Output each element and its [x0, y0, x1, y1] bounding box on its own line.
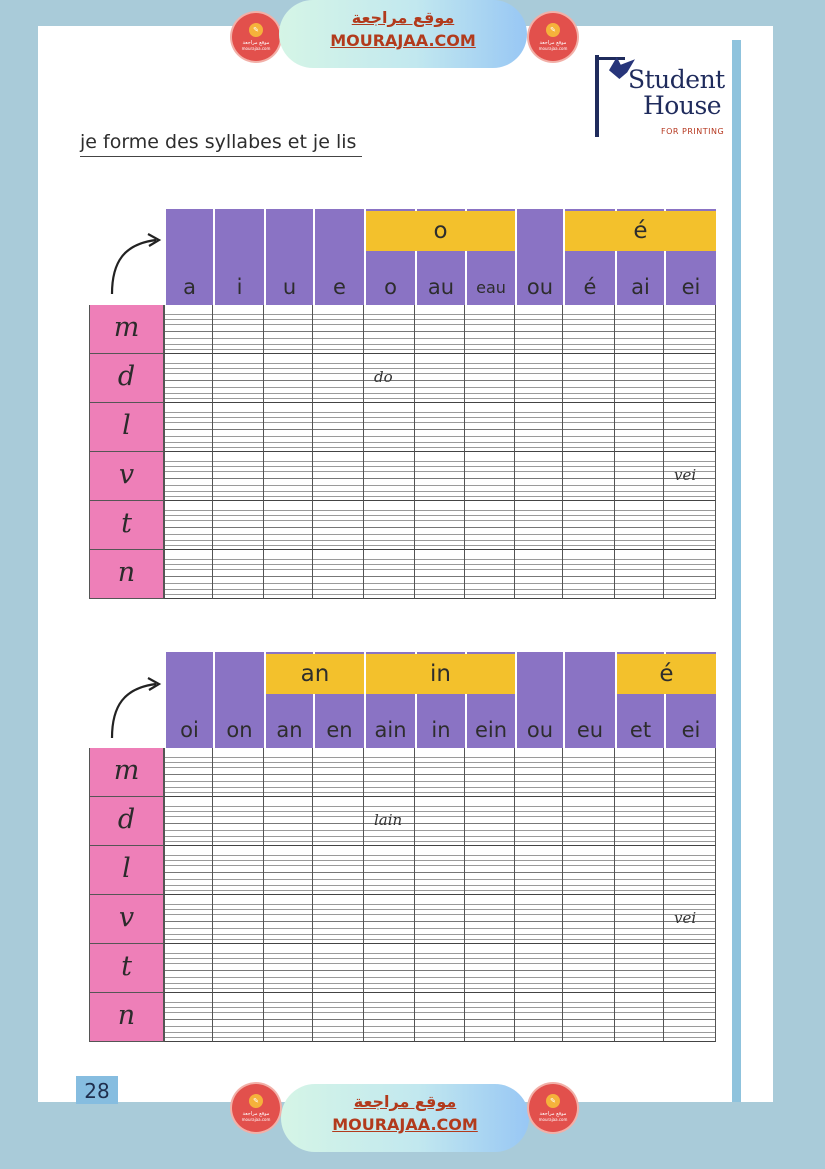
writing-cell[interactable]	[164, 501, 213, 550]
writing-cell[interactable]	[415, 895, 465, 944]
writing-cell[interactable]	[415, 993, 465, 1042]
writing-cell[interactable]	[664, 748, 716, 797]
writing-cell[interactable]	[364, 452, 415, 501]
seal-text: موقع مراجعة	[539, 40, 567, 46]
column-label: ai	[631, 275, 650, 299]
column-label: ein	[474, 718, 508, 742]
row-consonant-label: n	[89, 550, 164, 599]
writing-cell[interactable]	[213, 452, 264, 501]
writing-cell[interactable]	[563, 354, 615, 403]
example-syllable: vei	[674, 466, 697, 484]
column-label: ou	[526, 718, 554, 742]
writing-cell[interactable]	[615, 452, 664, 501]
column-label: ou	[526, 275, 554, 299]
writing-cell[interactable]	[515, 452, 563, 501]
writing-cell[interactable]	[213, 846, 264, 895]
writing-cell[interactable]	[465, 305, 515, 354]
writing-cell[interactable]	[515, 748, 563, 797]
row-consonant-label: v	[89, 452, 164, 501]
column-label: eu	[576, 718, 604, 742]
row-consonant-label: v	[89, 895, 164, 944]
column-header	[515, 209, 563, 305]
column-header	[313, 209, 364, 305]
writing-cell[interactable]	[465, 797, 515, 846]
seal-url: mourajaa.com	[241, 1117, 271, 1122]
writing-cell[interactable]	[364, 550, 415, 599]
writing-cell[interactable]	[415, 944, 465, 993]
column-label: ei	[681, 718, 701, 742]
writing-cell[interactable]	[664, 501, 716, 550]
writing-cell[interactable]	[264, 550, 313, 599]
writing-cell[interactable]	[465, 846, 515, 895]
writing-cell[interactable]	[563, 944, 615, 993]
row-consonant-label: d	[89, 354, 164, 403]
writing-cell[interactable]	[465, 501, 515, 550]
writing-cell[interactable]	[264, 305, 313, 354]
column-header	[563, 652, 615, 748]
writing-cell[interactable]	[364, 797, 415, 846]
seal-icon: ✎	[249, 23, 263, 37]
writing-cell[interactable]	[213, 354, 264, 403]
writing-cell[interactable]	[364, 846, 415, 895]
writing-cell[interactable]	[515, 550, 563, 599]
row-consonant-label: n	[89, 993, 164, 1042]
writing-cell[interactable]	[415, 501, 465, 550]
logo-word-house: House	[643, 91, 722, 120]
exercise-title: je forme des syllabes et je lis	[80, 131, 362, 157]
sound-group-header: é	[563, 211, 716, 251]
writing-cell[interactable]	[664, 944, 716, 993]
writing-cell[interactable]	[563, 550, 615, 599]
writing-cell[interactable]	[515, 403, 563, 452]
writing-cell[interactable]	[264, 501, 313, 550]
writing-cell[interactable]	[264, 403, 313, 452]
seal-text: موقع مراجعة	[242, 40, 270, 46]
writing-cell[interactable]	[313, 944, 364, 993]
column-label: eau	[476, 278, 506, 297]
banner-site-link[interactable]: MOURAJAA.COM	[330, 31, 476, 50]
writing-cell[interactable]	[415, 550, 465, 599]
writing-cell[interactable]	[313, 748, 364, 797]
writing-cell[interactable]	[465, 452, 515, 501]
writing-cell[interactable]	[364, 305, 415, 354]
writing-cell[interactable]	[313, 797, 364, 846]
writing-cell[interactable]	[563, 993, 615, 1042]
row-consonant-label: m	[89, 305, 164, 354]
column-header	[164, 652, 213, 748]
writing-cell[interactable]	[164, 944, 213, 993]
seal-icon: ✎	[546, 23, 560, 37]
row-consonant-label: d	[89, 797, 164, 846]
writing-cell[interactable]	[415, 797, 465, 846]
writing-cell[interactable]	[415, 846, 465, 895]
row-consonant-label: m	[89, 748, 164, 797]
writing-cell[interactable]	[465, 403, 515, 452]
writing-cell[interactable]	[313, 550, 364, 599]
column-label: et	[629, 718, 652, 742]
writing-cell[interactable]	[615, 797, 664, 846]
writing-cell[interactable]	[515, 944, 563, 993]
writing-cell[interactable]	[213, 895, 264, 944]
sound-group-header: an	[264, 654, 364, 694]
writing-cell[interactable]	[664, 403, 716, 452]
writing-cell[interactable]	[264, 944, 313, 993]
writing-cell[interactable]	[515, 797, 563, 846]
writing-cell[interactable]	[313, 452, 364, 501]
writing-cell[interactable]	[563, 501, 615, 550]
column-label: a	[183, 275, 196, 299]
writing-cell[interactable]	[415, 452, 465, 501]
column-label: o	[384, 275, 397, 299]
writing-cell[interactable]	[264, 748, 313, 797]
writing-cell[interactable]	[213, 550, 264, 599]
writing-cell[interactable]	[415, 748, 465, 797]
writing-cell[interactable]	[415, 305, 465, 354]
page-edge-bar	[732, 40, 741, 1102]
writing-cell[interactable]	[213, 797, 264, 846]
writing-cell[interactable]	[664, 895, 716, 944]
writing-cell[interactable]	[615, 944, 664, 993]
writing-cell[interactable]	[364, 993, 415, 1042]
curved-arrow-icon	[104, 232, 164, 296]
writing-cell[interactable]	[164, 403, 213, 452]
writing-cell[interactable]	[465, 993, 515, 1042]
writing-cell[interactable]	[664, 846, 716, 895]
writing-cell[interactable]	[615, 403, 664, 452]
writing-cell[interactable]	[615, 305, 664, 354]
seal-text: موقع مراجعة	[242, 1111, 270, 1117]
site-seal-right-bottom	[529, 1084, 577, 1132]
writing-cell[interactable]	[415, 354, 465, 403]
seal-icon: ✎	[546, 1094, 560, 1108]
writing-cell[interactable]	[264, 846, 313, 895]
writing-cell[interactable]	[213, 748, 264, 797]
banner-site-link[interactable]: MOURAJAA.COM	[332, 1115, 478, 1134]
writing-cell[interactable]	[164, 354, 213, 403]
writing-cell[interactable]	[164, 895, 213, 944]
banner-arabic-text[interactable]: موقع مراجعة	[353, 1092, 457, 1111]
writing-cell[interactable]	[515, 501, 563, 550]
seal-url: mourajaa.com	[241, 46, 271, 51]
writing-cell[interactable]	[164, 305, 213, 354]
writing-cell[interactable]	[415, 403, 465, 452]
writing-cell[interactable]	[563, 748, 615, 797]
site-seal-right-top	[529, 13, 577, 61]
column-header	[164, 209, 213, 305]
column-label: on	[226, 718, 253, 742]
column-label: in	[431, 718, 451, 742]
seal-url: mourajaa.com	[538, 46, 568, 51]
writing-cell[interactable]	[664, 452, 716, 501]
site-banner-top[interactable]	[279, 0, 527, 68]
site-banner-bottom[interactable]	[281, 1084, 529, 1152]
writing-cell[interactable]	[664, 354, 716, 403]
writing-cell[interactable]	[164, 748, 213, 797]
site-seal-left-top	[232, 13, 280, 61]
writing-cell[interactable]	[615, 895, 664, 944]
row-consonant-label: l	[89, 403, 164, 452]
writing-cell[interactable]	[615, 501, 664, 550]
writing-cell[interactable]	[615, 550, 664, 599]
curved-arrow-icon	[104, 676, 164, 740]
writing-cell[interactable]	[364, 748, 415, 797]
student-house-logo	[595, 55, 730, 140]
writing-cell[interactable]	[213, 305, 264, 354]
writing-cell[interactable]	[213, 993, 264, 1042]
writing-cell[interactable]	[615, 993, 664, 1042]
syllable-table-2	[89, 652, 716, 1044]
site-seal-left-bottom	[232, 1084, 280, 1132]
sound-group-header: é	[615, 654, 716, 694]
writing-cell[interactable]	[213, 501, 264, 550]
writing-cell[interactable]	[615, 748, 664, 797]
writing-cell[interactable]	[664, 797, 716, 846]
writing-cell[interactable]	[615, 354, 664, 403]
logo-frame	[595, 55, 599, 137]
writing-cell[interactable]	[264, 452, 313, 501]
syllable-table-1	[89, 209, 716, 601]
writing-cell[interactable]	[465, 550, 515, 599]
writing-cell[interactable]	[264, 354, 313, 403]
writing-cell[interactable]	[563, 403, 615, 452]
writing-cell[interactable]	[664, 550, 716, 599]
writing-cell[interactable]	[264, 993, 313, 1042]
writing-cell[interactable]	[364, 944, 415, 993]
column-label: an	[276, 718, 303, 742]
column-header	[264, 209, 313, 305]
seal-url: mourajaa.com	[538, 1117, 568, 1122]
example-syllable: vei	[674, 909, 697, 927]
writing-cell[interactable]	[313, 993, 364, 1042]
logo-frame-top	[595, 57, 625, 60]
writing-cell[interactable]	[563, 846, 615, 895]
writing-cell[interactable]	[515, 846, 563, 895]
banner-arabic-text[interactable]: موقع مراجعة	[351, 8, 455, 27]
writing-cell[interactable]	[465, 354, 515, 403]
seal-text: موقع مراجعة	[539, 1111, 567, 1117]
row-consonant-label: t	[89, 944, 164, 993]
writing-cell[interactable]	[664, 993, 716, 1042]
column-header	[515, 652, 563, 748]
writing-cell[interactable]	[164, 993, 213, 1042]
writing-cell[interactable]	[515, 354, 563, 403]
writing-cell[interactable]	[364, 403, 415, 452]
writing-cell[interactable]	[563, 305, 615, 354]
writing-cell[interactable]	[313, 354, 364, 403]
writing-cell[interactable]	[313, 846, 364, 895]
writing-cell[interactable]	[213, 403, 264, 452]
column-label: ei	[681, 275, 701, 299]
column-label: i	[236, 275, 243, 299]
column-header	[213, 209, 264, 305]
writing-cell[interactable]	[213, 944, 264, 993]
writing-cell[interactable]	[664, 305, 716, 354]
column-header	[213, 652, 264, 748]
writing-cell[interactable]	[313, 403, 364, 452]
writing-cell[interactable]	[364, 895, 415, 944]
row-consonant-label: l	[89, 846, 164, 895]
writing-cell[interactable]	[615, 846, 664, 895]
writing-cell[interactable]	[515, 993, 563, 1042]
writing-cell[interactable]	[313, 305, 364, 354]
sound-group-header: in	[364, 654, 515, 694]
writing-cell[interactable]	[465, 944, 515, 993]
seal-icon: ✎	[249, 1094, 263, 1108]
column-label: u	[282, 275, 297, 299]
logo-word-student: Student	[628, 65, 725, 94]
column-label: é	[583, 275, 597, 299]
writing-cell[interactable]	[515, 305, 563, 354]
row-consonant-label: t	[89, 501, 164, 550]
writing-cell[interactable]	[313, 895, 364, 944]
column-label: ain	[374, 718, 407, 742]
column-label: au	[427, 275, 455, 299]
writing-cell[interactable]	[465, 895, 515, 944]
writing-cell[interactable]	[164, 846, 213, 895]
writing-cell[interactable]	[313, 501, 364, 550]
writing-cell[interactable]	[164, 550, 213, 599]
writing-cell[interactable]	[164, 452, 213, 501]
writing-cell[interactable]	[364, 354, 415, 403]
example-syllable: do	[374, 368, 393, 386]
writing-cell[interactable]	[264, 797, 313, 846]
writing-cell[interactable]	[515, 895, 563, 944]
example-syllable: lain	[374, 811, 403, 829]
column-label: oi	[180, 718, 199, 742]
writing-cell[interactable]	[563, 452, 615, 501]
sound-group-header: o	[364, 211, 515, 251]
column-label: e	[333, 275, 346, 299]
column-label: en	[326, 718, 353, 742]
writing-cell[interactable]	[164, 797, 213, 846]
writing-cell[interactable]	[465, 748, 515, 797]
logo-tagline: FOR PRINTING	[661, 127, 725, 136]
page-number: 28	[76, 1076, 118, 1104]
writing-cell[interactable]	[264, 895, 313, 944]
writing-cell[interactable]	[563, 895, 615, 944]
writing-cell[interactable]	[563, 797, 615, 846]
writing-cell[interactable]	[364, 501, 415, 550]
